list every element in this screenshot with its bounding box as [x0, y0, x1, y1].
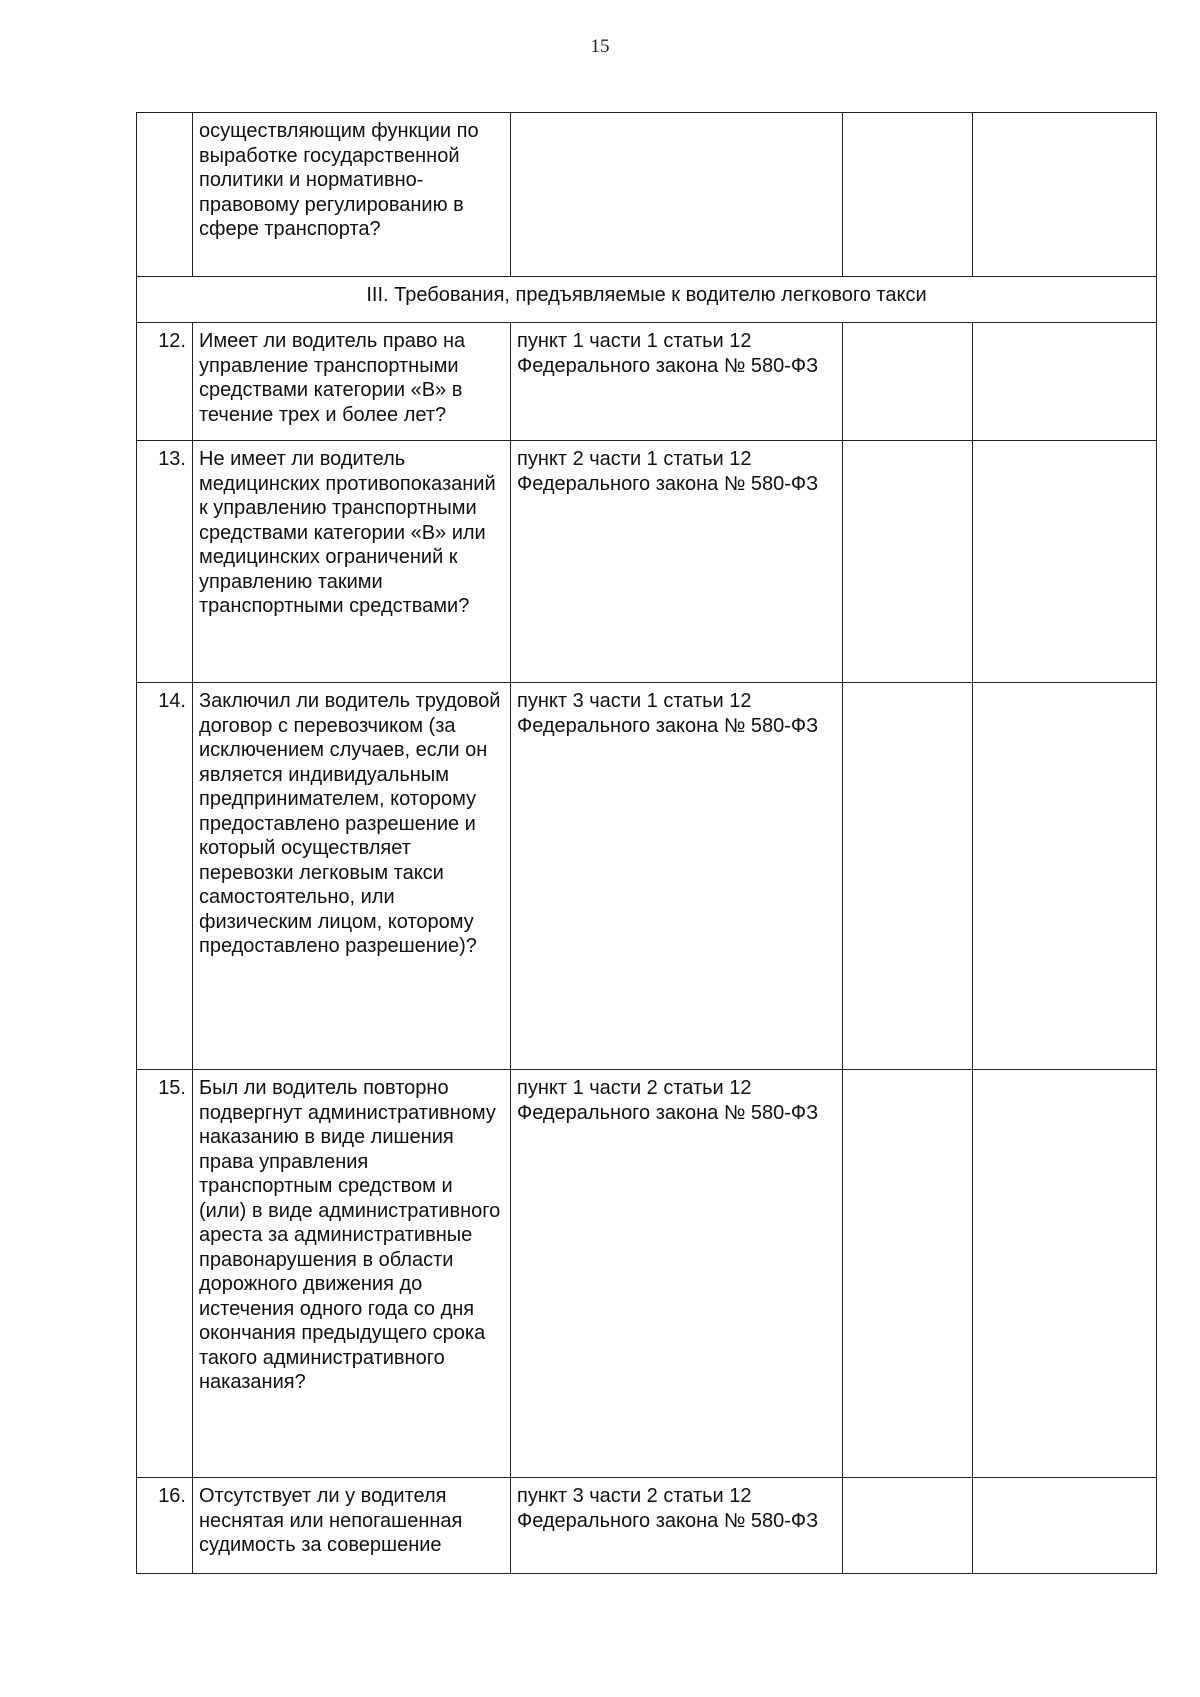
- question-cell: Имеет ли водитель право на управление транспортными средствами категории «В» в течение трех и более лет?: [193, 323, 511, 441]
- question-cell: Был ли водитель повторно подвергнут административному наказанию в виде лишения права управления транспортным средством и (или) в виде административного ареста за административные правонарушения в области дорожного движения до истечения одного года со дня окончания предыдущего срока такого административного наказания?: [193, 1070, 511, 1478]
- answer-cell: [843, 683, 973, 1070]
- answer-cell: [843, 441, 973, 683]
- note-cell: [973, 683, 1157, 1070]
- reference-cell: пункт 3 части 1 статьи 12 Федерального закона № 580-ФЗ: [511, 683, 843, 1070]
- question-cell: осуществляющим функции по выработке государственной политики и нормативно-правовому регулированию в сфере транспорта?: [193, 113, 511, 277]
- table-row: [137, 1070, 1157, 1478]
- note-cell: [973, 323, 1157, 441]
- row-number: 13.: [137, 441, 193, 683]
- answer-cell: [843, 113, 973, 277]
- reference-cell: пункт 3 части 2 статьи 12 Федерального закона № 580-ФЗ: [511, 1478, 843, 1574]
- reference-cell: пункт 1 части 2 статьи 12 Федерального закона № 580-ФЗ: [511, 1070, 843, 1478]
- row-number: 12.: [137, 323, 193, 441]
- section-heading-row: [137, 277, 1157, 323]
- section-heading: III. Требования, предъявляемые к водителю легкового такси: [137, 277, 1157, 323]
- reference-cell: [511, 113, 843, 277]
- note-cell: [973, 441, 1157, 683]
- note-cell: [973, 1478, 1157, 1574]
- table-row: [137, 1478, 1157, 1574]
- answer-cell: [843, 1478, 973, 1574]
- requirements-table: [136, 112, 1157, 1574]
- reference-cell: пункт 2 части 1 статьи 12 Федерального закона № 580-ФЗ: [511, 441, 843, 683]
- note-cell: [973, 1070, 1157, 1478]
- answer-cell: [843, 323, 973, 441]
- question-cell: Заключил ли водитель трудовой договор с перевозчиком (за исключением случаев, если он является индивидуальным предпринимателем, которому предоставлено разрешение и который осуществляет перевозки легковым такси самостоятельно, или физическим лицом, которому предоставлено разрешение)?: [193, 683, 511, 1070]
- row-number: 15.: [137, 1070, 193, 1478]
- table-row: [137, 323, 1157, 441]
- table-row: [137, 441, 1157, 683]
- reference-cell: пункт 1 части 1 статьи 12 Федерального закона № 580-ФЗ: [511, 323, 843, 441]
- question-cell: Отсутствует ли у водителя неснятая или непогашенная судимость за совершение: [193, 1478, 511, 1574]
- question-cell: Не имеет ли водитель медицинских противопоказаний к управлению транспортными средствами категории «В» или медицинских ограничений к управлению такими транспортными средствами?: [193, 441, 511, 683]
- page-number: 15: [590, 36, 610, 57]
- number-cell: [137, 113, 193, 277]
- answer-cell: [843, 1070, 973, 1478]
- row-number: 14.: [137, 683, 193, 1070]
- table-row: [137, 683, 1157, 1070]
- table-row: [137, 113, 1157, 277]
- note-cell: [973, 113, 1157, 277]
- row-number: 16.: [137, 1478, 193, 1574]
